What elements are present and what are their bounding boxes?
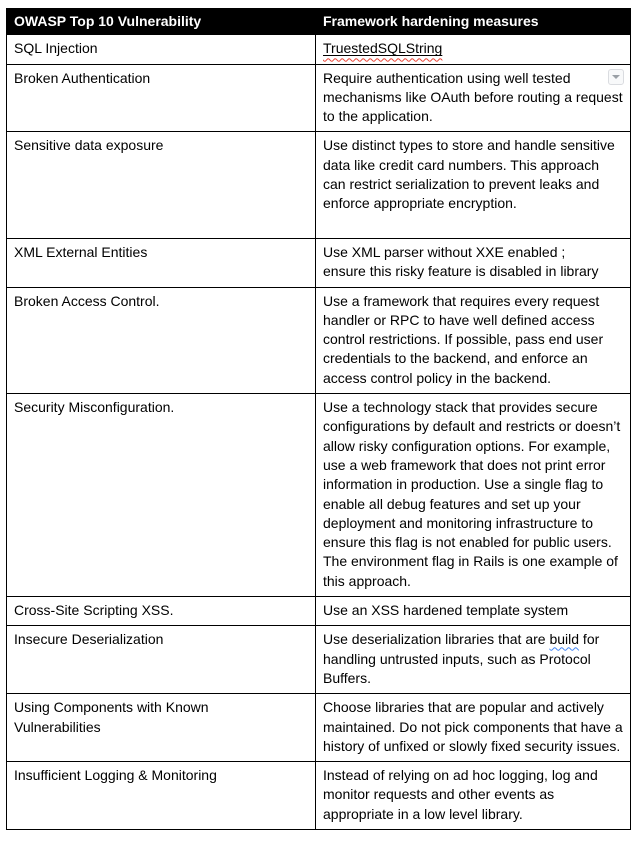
table-body [7, 35, 631, 830]
text-run: Broken Access Control. [14, 292, 160, 309]
grammar-flagged-word[interactable]: build [549, 631, 580, 648]
vulnerability-cell[interactable] [7, 238, 316, 287]
chevron-down-icon [612, 75, 620, 79]
text-run: Insufficient Logging & Monitoring [14, 767, 217, 784]
empty-paragraph [323, 214, 623, 233]
vulnerability-cell[interactable] [7, 626, 316, 694]
vulnerability-cell[interactable] [7, 762, 316, 830]
text-run: ensure this risky feature is disabled in library [323, 263, 599, 280]
measure-cell[interactable] [316, 597, 631, 626]
measure-cell[interactable] [316, 626, 631, 694]
measure-cell[interactable] [316, 64, 631, 132]
text-run: Choose libraries that are popular and actively maintained. Do not pick components that have a history of unfixed or slowly fixed security issues. [323, 699, 623, 754]
vulnerability-cell[interactable] [7, 597, 316, 626]
header-cell-measures[interactable]: Framework hardening measures [316, 9, 631, 35]
text-run [323, 40, 442, 56]
text-run: Instead of relying on ad hoc logging, log and monitor requests and other events as appropriate in a low level library. [323, 767, 598, 822]
table-row [7, 694, 631, 762]
text-run: Use a technology stack that provides secure configurations by default and restricts or doesn’t allow risky configuration options. For example, use a web framework that does not print error information in production. Use a single flag to enable all debug features and set up your deployment and monitoring infrastructure to ensure this flag is not enabled for public users. The environment flag in Rails is one example of this approach. [323, 399, 621, 589]
header-cell-vulnerability[interactable]: OWASP Top 10 Vulnerability [7, 9, 316, 35]
text-run: SQL Injection [14, 40, 98, 57]
text-run: Security Misconfiguration. [14, 399, 175, 416]
text-run: Use deserialization libraries that are [323, 631, 550, 648]
vulnerability-cell[interactable] [7, 35, 316, 64]
text-run: for handling untrusted inputs, such as Protocol Buffers. [323, 631, 600, 686]
header-row [7, 9, 631, 35]
table-row [7, 394, 631, 597]
text-run: Insecure Deserialization [14, 631, 164, 648]
measure-cell[interactable] [316, 238, 631, 287]
text-run: Vulnerabilities [14, 718, 101, 735]
table-row [7, 762, 631, 830]
table-header [7, 9, 631, 35]
vulnerability-cell[interactable] [7, 287, 316, 393]
measure-cell[interactable] [316, 762, 631, 830]
table-row [7, 35, 631, 64]
text-run: Use distinct types to store and handle sensitive data like credit card numbers. This approach can restrict serialization to prevent leaks and enforce appropriate encryption. [323, 137, 615, 212]
misspelled-word[interactable]: TruestedSQLString [323, 40, 443, 57]
vulnerability-cell[interactable] [7, 394, 316, 597]
vulnerability-cell[interactable] [7, 694, 316, 762]
measure-cell[interactable] [316, 287, 631, 393]
text-run: Broken Authentication [14, 69, 151, 86]
vulnerability-cell[interactable] [7, 64, 316, 132]
table-row [7, 238, 631, 287]
table-row [7, 132, 631, 238]
text-run: Cross-Site Scripting XSS. [14, 602, 174, 619]
table-row [7, 597, 631, 626]
text-run: Use a framework that requires every request handler or RPC to have well defined access control restrictions. If possible, pass end user credentials to the backend, and enforce an access control policy in the backend. [323, 292, 604, 386]
text-run: Use XML parser without XXE enabled ; [323, 243, 566, 260]
text-run: Using Components with Known [14, 699, 209, 716]
table-row [7, 287, 631, 393]
measure-cell[interactable] [316, 694, 631, 762]
measure-cell[interactable] [316, 394, 631, 597]
text-run: Sensitive data exposure [14, 137, 164, 154]
vulnerability-cell[interactable] [7, 132, 316, 238]
text-run [549, 631, 579, 647]
text-run: Use an XSS hardened template system [323, 602, 569, 619]
vulnerability-table [6, 8, 631, 830]
table-row [7, 626, 631, 694]
text-run: Require authentication using well tested mechanisms like OAuth before routing a request to the application. [323, 69, 623, 125]
measure-cell[interactable] [316, 35, 631, 64]
collapse-dropdown-button[interactable] [608, 69, 624, 85]
table-row [7, 64, 631, 132]
text-run: XML External Entities [14, 243, 148, 260]
measure-cell[interactable] [316, 132, 631, 238]
